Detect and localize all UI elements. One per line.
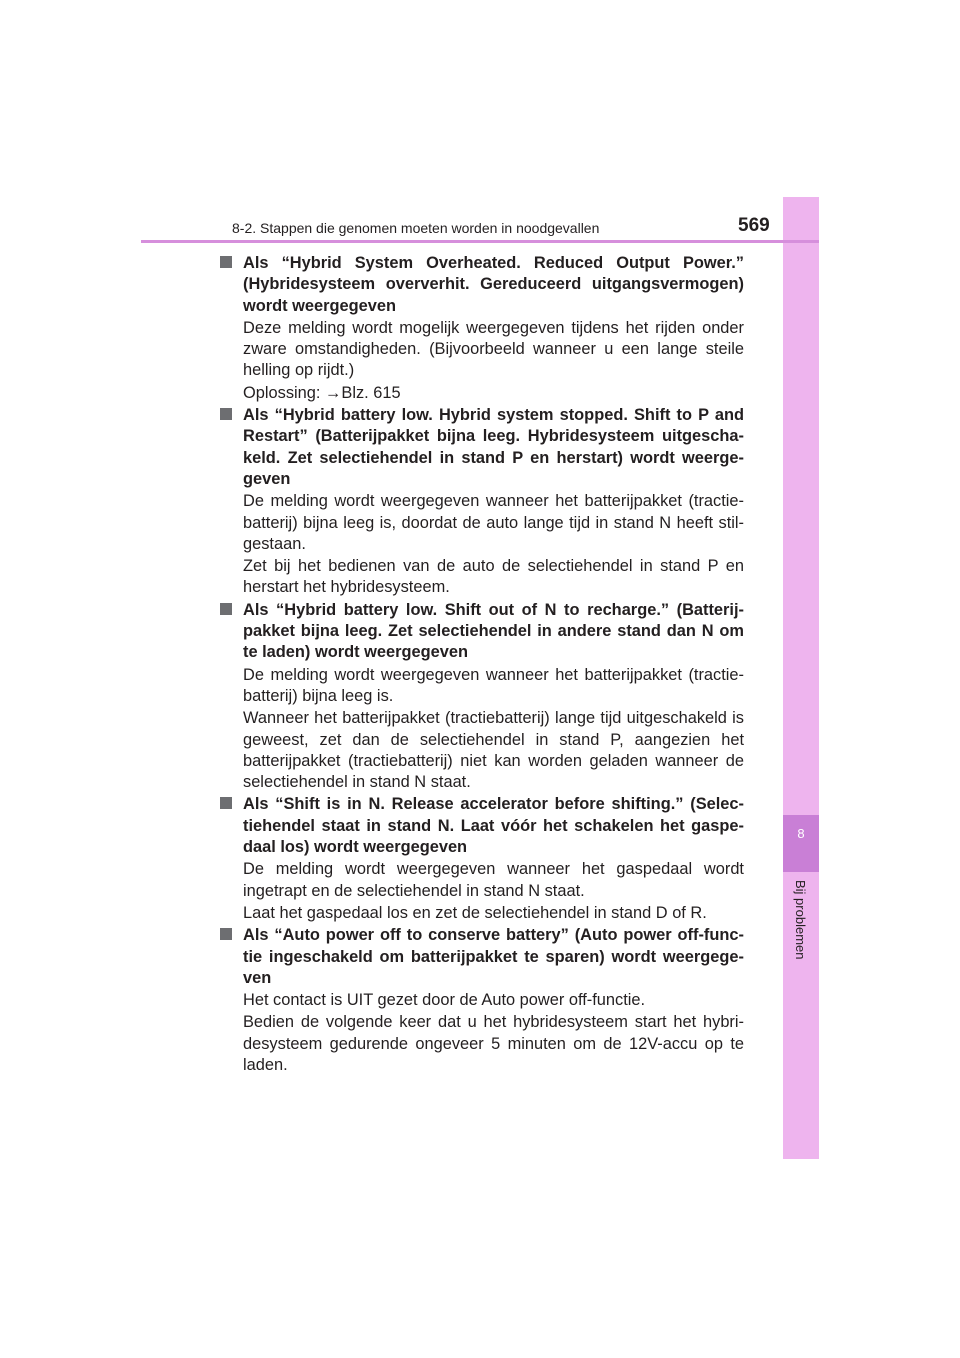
message-item [216,600,744,794]
item-heading: Als “Hybrid battery low. Shift out of N to recharge.” (Batterij-pakket bijna leeg. Zet selectiehendel in andere stand dan N om te laden) wordt weergegeven [216,600,744,664]
chapter-name: Bij problemen [793,880,808,960]
chapter-number: 8 [797,826,805,841]
message-item [216,794,744,924]
chapter-tab-strip [783,197,819,1159]
square-bullet-icon [220,603,232,615]
item-paragraph: Het contact is UIT gezet door de Auto power off-functie. [243,991,646,1010]
chapter-tab-active [783,815,819,872]
square-bullet-icon [220,256,232,268]
item-paragraph: Deze melding wordt mogelijk weergegeven tijdens het rijden onder zware omstandigheden. (Bijvoorbeeld wanneer u een lange steile helling op rijdt.) [243,318,744,380]
item-paragraph: De melding wordt weergegeven wanneer het batterijpakket (tractie-batterij) bijna leeg is. [243,665,744,705]
item-heading: Als “Hybrid battery low. Hybrid system stopped. Shift to P and Restart” (Batterijpakket bijna leeg. Hybridesysteem uitgescha-keld. Zet selectiehendel in stand P en herstart) wordt weerge-geven [216,405,744,490]
square-bullet-icon [220,928,232,940]
message-item [216,253,744,404]
message-item [216,925,744,1076]
item-paragraph: De melding wordt weergegeven wanneer het batterijpakket (tractie-batterij) bijna leeg is, doordat de auto lange tijd in stand N heeft stil-gestaan. [243,492,744,553]
page-number: 569 [738,215,770,236]
item-paragraph: Laat het gaspedaal los en zet de selectiehendel in stand D of R. [243,903,707,922]
item-paragraph: De melding wordt weergegeven wanneer het gaspedaal wordt ingetrapt en de selectiehendel in stand N staat. [243,860,744,900]
header-divider [141,240,819,243]
item-heading: Als “Auto power off to conserve battery” (Auto power off-func-tie ingeschakeld om batterijpakket te sparen) wordt weergege-ven [216,925,744,989]
item-paragraph: Bedien de volgende keer dat u het hybridesysteem start het hybri-desysteem gedurende ongeveer 5 minuten om de 12V-accu op te laden. [243,1013,744,1074]
item-paragraph: Wanneer het batterijpakket (tractiebatterij) lange tijd uitgeschakeld is geweest, zet dan de selectiehendel in stand P, aangezien het batterijpakket (tractiebatterij) niet kan worden geladen wanneer de selectiehendel in stand N staat. [243,709,744,792]
item-paragraph: Oplossing: →Blz. 615 [243,383,401,402]
message-item [216,405,744,599]
item-heading: Als “Shift is in N. Release accelerator before shifting.” (Selec-tiehendel staat in stand N. Laat vóór het schakelen het gaspe-daal los) wordt weergegeven [216,794,744,858]
item-paragraph: Zet bij het bedienen van de auto de selectiehendel in stand P en herstart het hybridesysteem. [243,557,744,597]
section-title: 8-2. Stappen die genomen moeten worden in noodgevallen [232,220,600,236]
square-bullet-icon [220,797,232,809]
square-bullet-icon [220,408,232,420]
main-content [216,253,744,1077]
item-heading: Als “Hybrid System Overheated. Reduced Output Power.” (Hybridesysteem oververhit. Gereduceerd uitgangsvermogen) wordt weergegeven [216,253,744,317]
